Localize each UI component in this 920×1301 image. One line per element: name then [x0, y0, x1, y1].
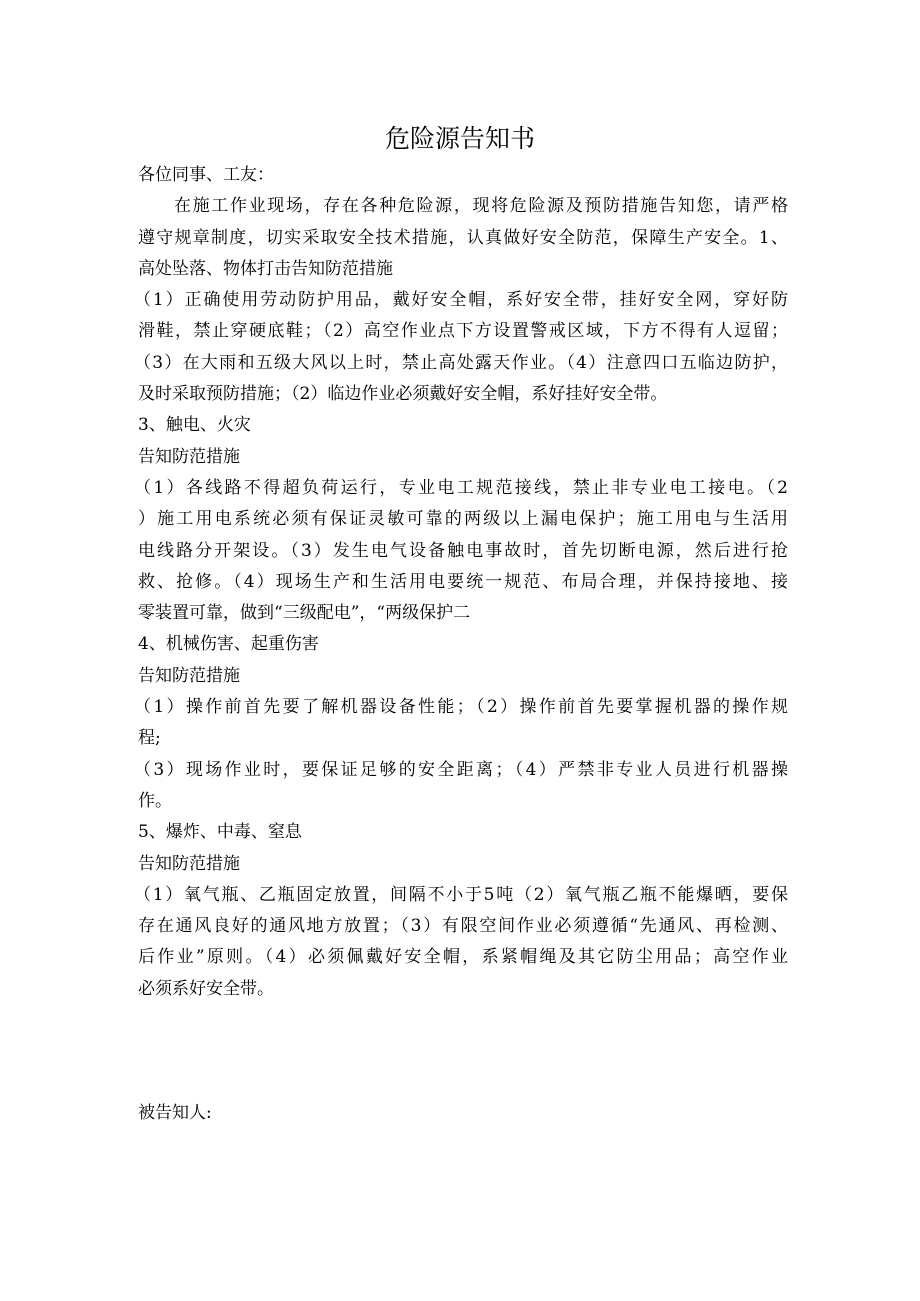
section-1-line: （1）正确使用劳动防护用品，戴好安全帽，系好安全带，挂好安全网，穿好防: [134, 290, 788, 311]
section-3-line: ）施工用电系统必须有保证灵敏可靠的两级以上漏电保护；施工用电与生活用: [138, 509, 788, 530]
section-5-measures-label: 告知防范措施: [138, 853, 240, 874]
intro-line: 在施工作业现场，存在各种危险源，现将危险源及预防措施告知您，请严格: [174, 196, 788, 217]
section-3-line: （1）各线路不得超负荷运行，专业电工规范接线，禁止非专业电工接电。（2: [134, 477, 788, 498]
section-5-line: 存在通风良好的通风地方放置；（3）有限空间作业必须遵循“先通风、再检测、: [138, 916, 788, 937]
section-3-measures-label: 告知防范措施: [138, 446, 240, 467]
section-4-line: 作。: [138, 790, 172, 811]
section-1-line: 滑鞋，禁止穿硬底鞋；（2）高空作业点下方设置警戒区域，下方不得有人逗留；: [138, 321, 788, 342]
section-5-line: 必须系好安全带。: [138, 978, 274, 999]
section-3-line: 电线路分开架设。（3）发生电气设备触电事故时，首先切断电源，然后进行抢: [138, 540, 788, 561]
document-title: 危险源告知书: [384, 124, 535, 153]
section-4-line: （1）操作前首先要了解机器设备性能；（2）操作前首先要掌握机器的操作规: [134, 697, 788, 718]
section-3-line: 零装置可靠，做到“三级配电”，“两级保护二: [138, 603, 471, 624]
section-3-heading: 3、触电、火灾: [138, 415, 251, 436]
intro-line: 遵守规章制度，切实采取安全技术措施，认真做好安全防范，保障生产安全。1、: [138, 227, 788, 248]
section-4-line: 程;: [138, 728, 161, 749]
intro-line: 高处坠落、物体打击告知防范措施: [138, 258, 393, 279]
section-5-heading: 5、爆炸、中毒、窒息: [138, 822, 302, 843]
section-5-line: （1）氧气瓶、乙瓶固定放置，间隔不小于5吨（2）氧气瓶乙瓶不能爆晒，要保: [134, 884, 788, 905]
section-4-measures-label: 告知防范措施: [138, 665, 240, 686]
section-5-line: 后作业”原则。（4）必须佩戴好安全帽，系紧帽绳及其它防尘用品；高空作业: [138, 947, 788, 968]
section-1-line: 及时采取预防措施；（2）临边作业必须戴好安全帽，系好挂好安全带。: [138, 384, 668, 405]
signature-label: 被告知人:: [138, 1103, 212, 1123]
section-4-line: （3）现场作业时，要保证足够的安全距离；（4）严禁非专业人员进行机器操: [134, 759, 788, 780]
greeting: 各位同事、工友：: [138, 165, 274, 185]
document-body: [134, 160, 788, 1005]
section-3-line: 救、抢修。（4）现场生产和生活用电要统一规范、布局合理，并保持接地、接: [138, 571, 788, 592]
section-1-line: （3）在大雨和五级大风以上时，禁止高处露天作业。（4）注意四口五临边防护，: [134, 352, 788, 373]
section-4-heading: 4、机械伤害、起重伤害: [138, 634, 319, 655]
